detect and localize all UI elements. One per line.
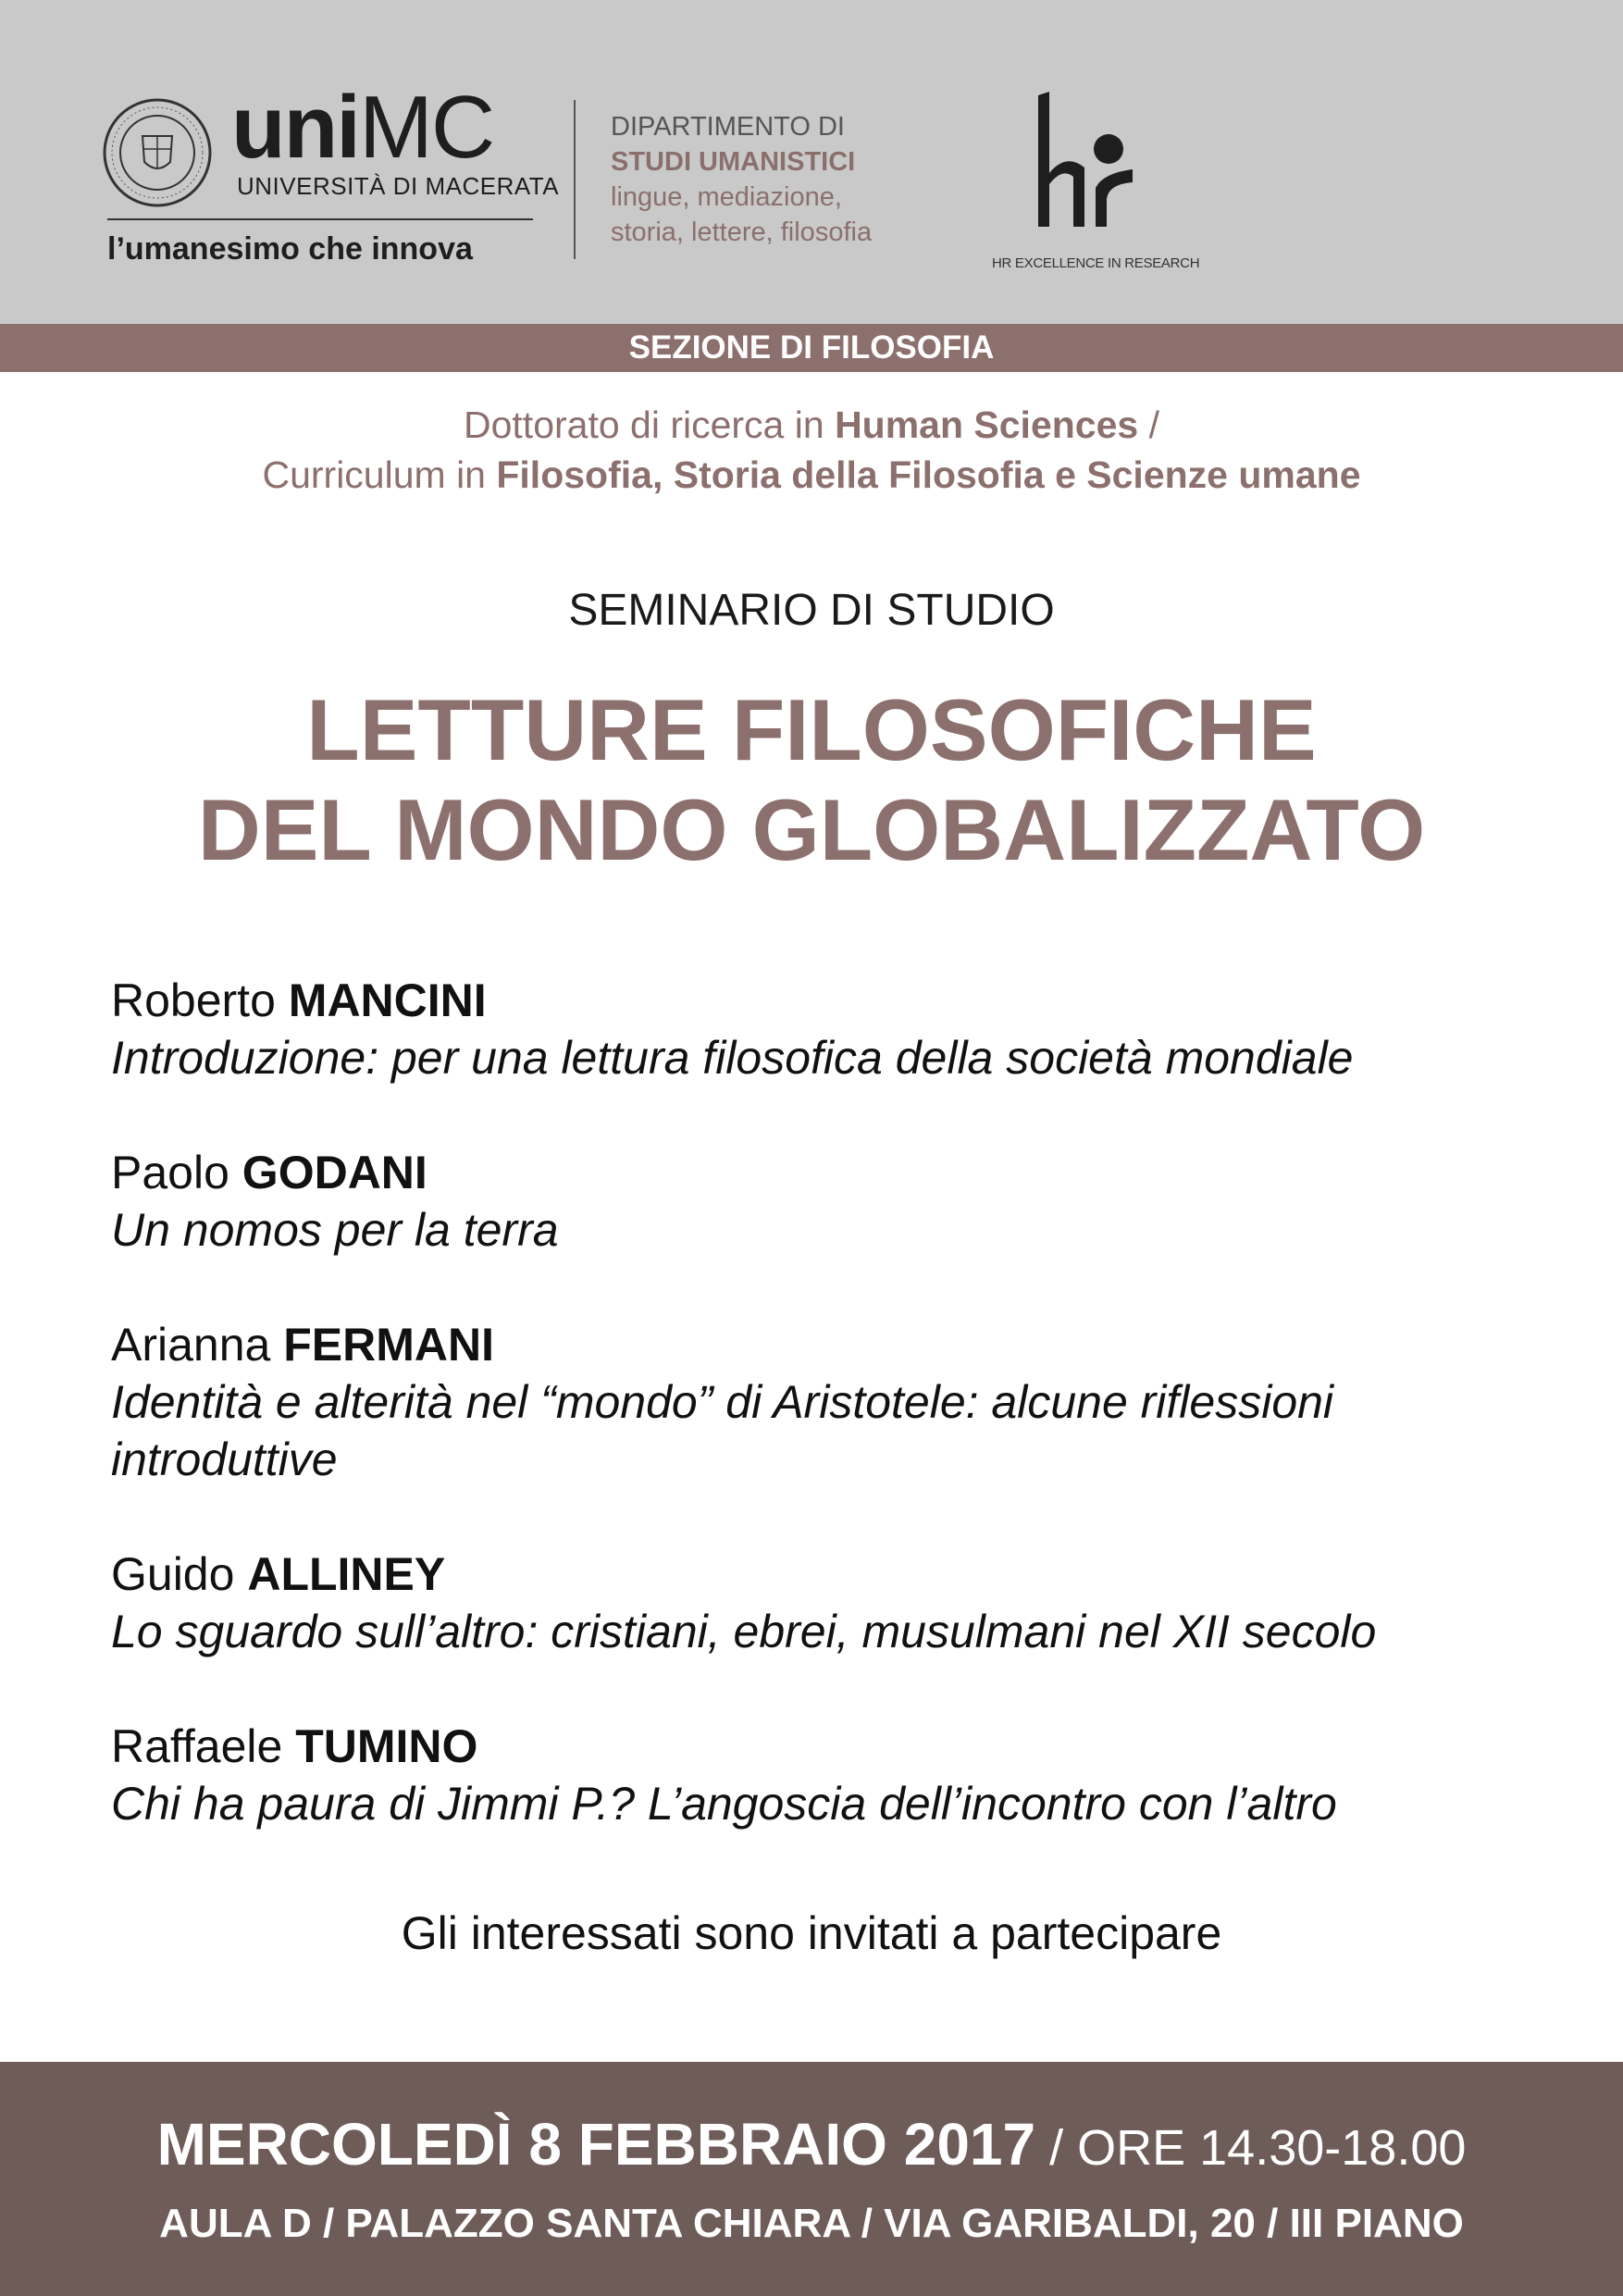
speaker-name — [111, 1718, 1555, 1775]
speaker-first-name: Raffaele — [111, 1720, 283, 1772]
seminar-title-line1: LETTURE FILOSOFICHE — [306, 681, 1317, 778]
event-venue: AULA D / PALAZZO SANTA CHIARA / VIA GARIBALDI, 20 / III PIANO — [159, 2201, 1464, 2246]
university-name: UNIVERSITÀ DI MACERATA — [237, 172, 560, 200]
speaker-last-name: GODANI — [242, 1147, 427, 1198]
talk-title: Un nomos per la terra — [111, 1204, 559, 1256]
speaker-first-name: Roberto — [111, 974, 276, 1026]
invitation-text: Gli interessati sono invitati a partecipare — [401, 1907, 1222, 1959]
department-line1: DIPARTIMENTO DI — [611, 112, 845, 142]
talk-title: Introduzione: per una lettura filosofica della società mondiale — [111, 1032, 1354, 1084]
talks-list — [111, 972, 1555, 1890]
talk-item — [111, 1144, 1555, 1259]
department-block — [611, 109, 872, 250]
department-line2: STUDI UMANISTICI — [611, 147, 856, 177]
curriculum-prefix: Curriculum in — [262, 453, 497, 496]
seminar-title — [0, 680, 1623, 880]
talk-title: Lo sguardo sull’altro: cristiani, ebrei, musulmani nel XII secolo — [111, 1606, 1377, 1657]
talk-item — [111, 972, 1555, 1086]
seminar-title-line2: DEL MONDO GLOBALIZZATO — [197, 781, 1426, 878]
department-line3: lingue, mediazione, — [611, 182, 842, 212]
doctorate-suffix: / — [1138, 403, 1159, 446]
unimc-logo-text — [231, 78, 494, 177]
speaker-first-name: Guido — [111, 1548, 235, 1600]
logo-uni: uni — [231, 78, 359, 177]
logo-mc: MC — [358, 78, 494, 177]
speaker-last-name: ALLINEY — [247, 1548, 446, 1600]
doctorate-prefix: Dottorato di ricerca in — [464, 403, 836, 446]
department-line4: storia, lettere, filosofia — [611, 217, 873, 247]
speaker-name — [111, 972, 1555, 1029]
curriculum-name: Filosofia, Storia della Filosofia e Scienze umane — [496, 453, 1361, 496]
talk-title: Identità e alterità nel “mondo” di Aristotele: alcune riflessioni introduttive — [111, 1376, 1334, 1485]
section-bar: SEZIONE DI FILOSOFIA — [0, 324, 1623, 372]
doctorate-program: Human Sciences — [835, 403, 1139, 446]
event-date: MERCOLEDÌ 8 FEBBRAIO 2017 — [156, 2111, 1036, 2178]
header — [0, 0, 1623, 324]
speaker-name — [111, 1545, 1555, 1603]
seminar-label: SEMINARIO DI STUDIO — [568, 586, 1055, 635]
speaker-last-name: TUMINO — [295, 1720, 478, 1772]
speaker-last-name: MANCINI — [288, 974, 487, 1026]
speaker-first-name: Paolo — [111, 1147, 229, 1198]
date-line — [0, 2110, 1623, 2178]
hr-caption: HR EXCELLENCE IN RESEARCH — [992, 255, 1200, 271]
speaker-last-name: FERMANI — [283, 1319, 495, 1371]
footer — [0, 2062, 1623, 2296]
doctorate-info — [0, 400, 1623, 500]
speaker-name — [111, 1144, 1555, 1201]
doctorate-line2 — [0, 450, 1623, 500]
doctorate-line1 — [0, 400, 1623, 450]
date-separator: / — [1035, 2120, 1078, 2176]
tagline: l’umanesimo che innova — [107, 231, 473, 267]
header-divider — [574, 100, 576, 259]
talk-title: Chi ha paura di Jimmi P.? L’angoscia dell’incontro con l’altro — [111, 1778, 1337, 1830]
tagline-rule — [107, 218, 533, 220]
speaker-name — [111, 1316, 1555, 1373]
event-time: ORE 14.30-18.00 — [1077, 2120, 1467, 2176]
hr-excellence-logo-icon — [1018, 88, 1157, 236]
university-seal-icon — [102, 97, 213, 208]
talk-item — [111, 1718, 1555, 1832]
speaker-first-name: Arianna — [111, 1319, 271, 1371]
talk-item — [111, 1316, 1555, 1488]
talk-item — [111, 1545, 1555, 1660]
